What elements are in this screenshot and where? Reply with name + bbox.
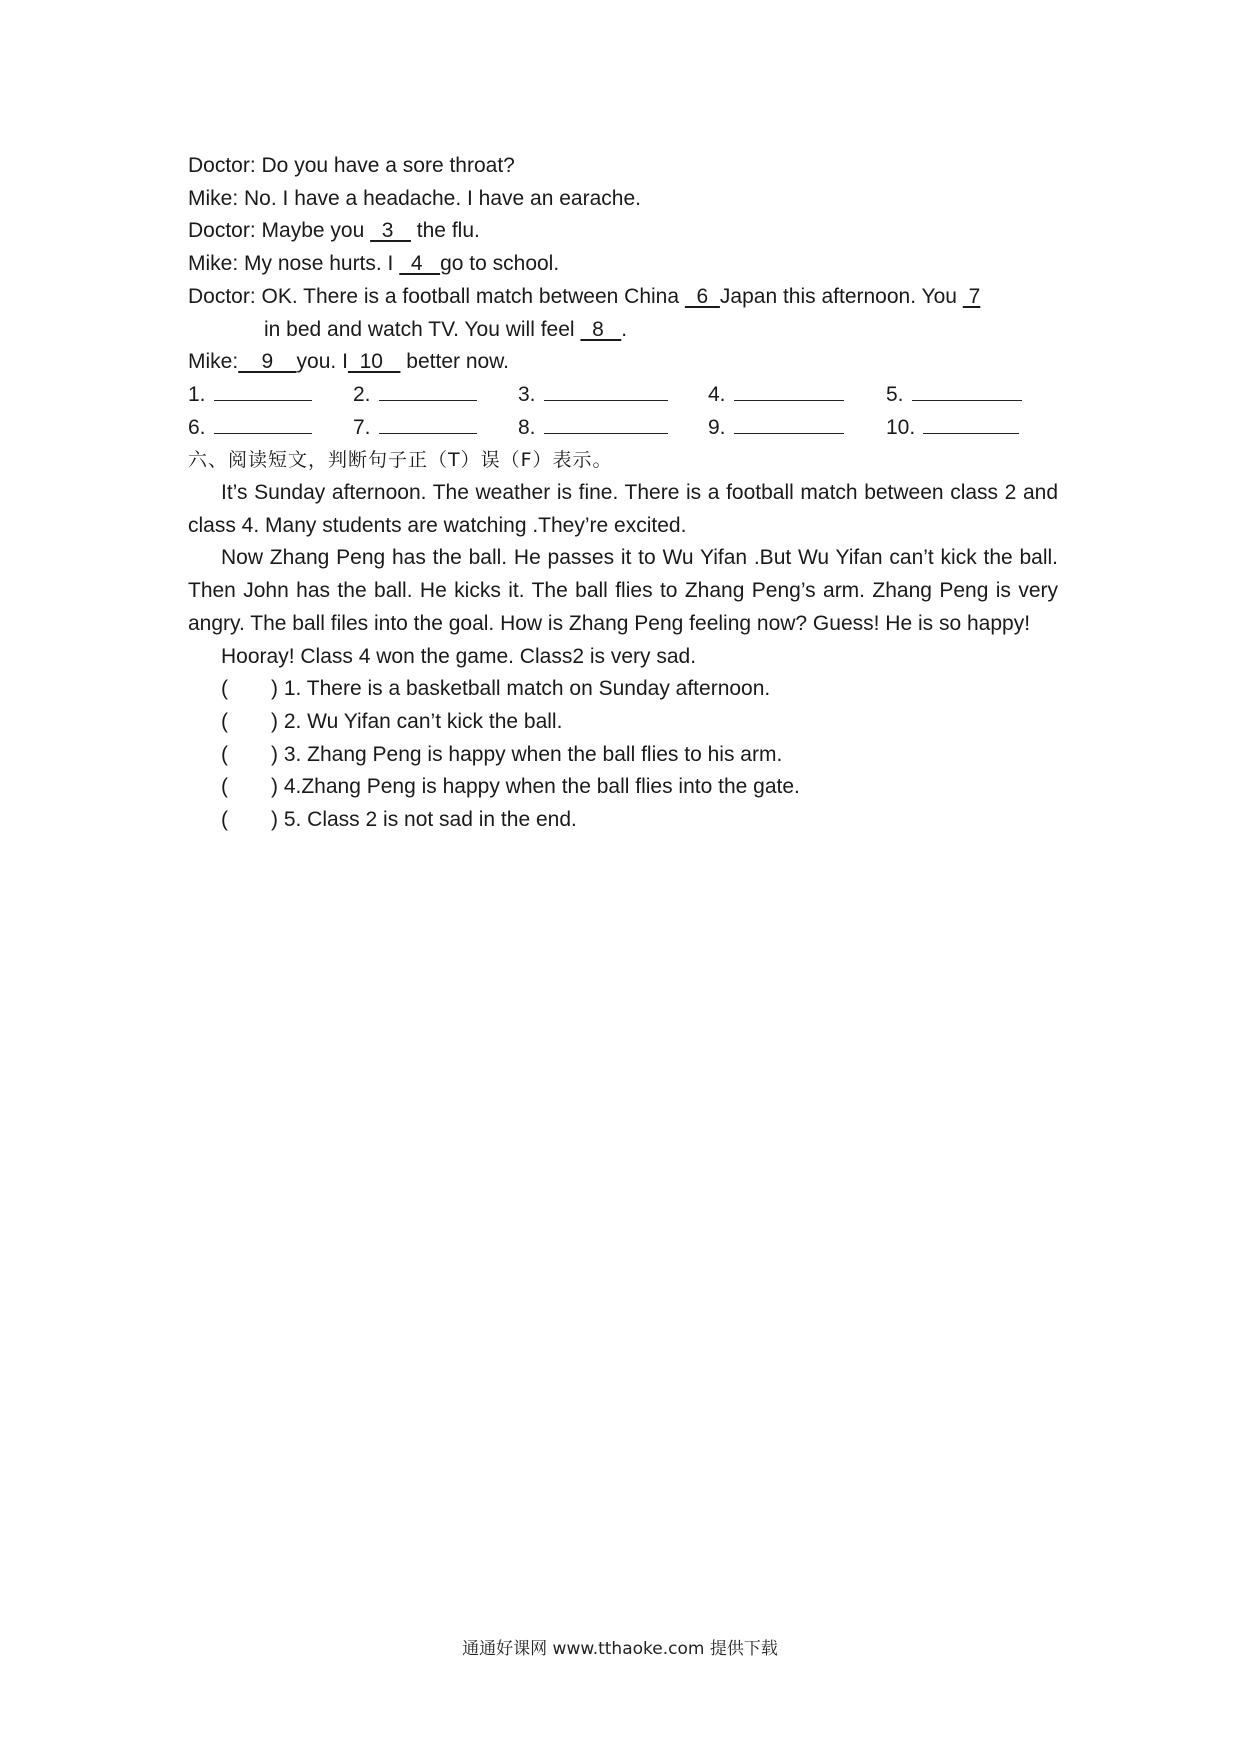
tf-question-2[interactable] [188,706,1058,739]
passage-paragraph-3: Hooray! Class 4 won the game. Class2 is very sad. [221,644,697,668]
answer-paren: ( [221,677,228,701]
answer-line [214,382,312,401]
blank-7: 7 [962,284,981,308]
answer-number: 6. [188,415,206,439]
blank-9: 9 [238,350,297,374]
worksheet-page [188,150,1058,837]
answer-line [923,415,1019,434]
answer-line [214,415,312,434]
answer-number: 5. [886,382,904,406]
text: you. I [296,350,348,374]
blank-6: 6 [684,284,720,308]
passage-paragraph-1: It’s Sunday afternoon. The weather is fine. There is a football match between class 2 and class 4. Many students are watching .They’re excited. [188,481,1058,537]
section-title: 六、阅读短文，判断句子正（T）误（F）表示。 [188,449,613,472]
answer-number: 2. [353,382,371,406]
answer-paren: ( [221,808,228,832]
dialogue-line-5 [188,281,1058,314]
question-text: ) 1. There is a basketball match on Sunday afternoon. [271,677,771,701]
dialogue-line-6 [188,314,1058,347]
answer-line [379,415,477,434]
answer-line [379,382,477,401]
answer-line [734,382,844,401]
answer-slot[interactable] [886,412,1046,445]
dialogue-line-7 [188,346,1058,379]
text: Japan this afternoon. You [719,284,963,308]
answer-slot[interactable] [886,379,1046,412]
answer-slot[interactable] [518,412,708,445]
answer-grid [188,379,1058,444]
answer-number: 1. [188,382,206,406]
answer-slot[interactable] [188,379,353,412]
text: in bed and watch TV. You will feel [264,317,581,341]
answer-number: 7. [353,415,371,439]
answer-slot[interactable] [188,412,353,445]
blank-3: 3 [370,219,411,243]
text: the flu. [410,219,480,243]
answer-number: 3. [518,382,536,406]
text: Mike: My nose hurts. I [188,252,400,276]
blank-8: 8 [580,317,622,341]
answer-number: 8. [518,415,536,439]
dialogue-line-1: Doctor: Do you have a sore throat? [188,154,515,177]
dialogue-line-3 [188,215,1058,248]
answer-number: 9. [708,415,726,439]
passage-paragraph-2: Now Zhang Peng has the ball. He passes it to Wu Yifan .But Wu Yifan can’t kick the ball. Then John has the ball. He kicks it. The ball flies to Zhang Peng’s arm. Zhang Peng is very angry. The ball files into the goal. How is Zhang Peng feeling now? Guess! He is so happy! [188,546,1058,635]
text: Doctor: OK. There is a football match between China [188,284,685,308]
answer-slot[interactable] [353,379,518,412]
answer-paren: ( [221,742,228,766]
tf-question-3[interactable] [188,739,1058,772]
question-text: ) 4.Zhang Peng is happy when the ball flies into the gate. [271,775,800,799]
tf-question-4[interactable] [188,771,1058,804]
tf-question-5[interactable] [188,804,1058,837]
answer-slot[interactable] [708,412,886,445]
blank-4: 4 [399,252,441,276]
question-text: ) 5. Class 2 is not sad in the end. [271,808,577,832]
answer-slot[interactable] [353,412,518,445]
page-footer: 通通好课网 www.tthaoke.com 提供下载 [462,1639,778,1659]
tf-question-1[interactable] [188,673,1058,706]
text: Mike: [188,350,239,374]
text: go to school. [440,252,560,276]
answer-slot[interactable] [708,379,886,412]
dialogue-line-4 [188,248,1058,281]
dialogue-line-2: Mike: No. I have a headache. I have an earache. [188,186,641,210]
question-text: ) 3. Zhang Peng is happy when the ball flies to his arm. [271,742,783,766]
answer-paren: ( [221,709,228,733]
answer-paren: ( [221,775,228,799]
answer-line [544,415,668,434]
text: Doctor: Maybe you [188,219,371,243]
answer-number: 4. [708,382,726,406]
blank-10: 10 [347,350,401,374]
answer-line [544,382,668,401]
answer-slot[interactable] [518,379,708,412]
question-text: ) 2. Wu Yifan can’t kick the ball. [271,709,563,733]
text: better now. [400,350,510,374]
text: . [621,317,628,341]
answer-line [734,415,844,434]
answer-line [912,382,1022,401]
answer-number: 10. [886,415,916,439]
